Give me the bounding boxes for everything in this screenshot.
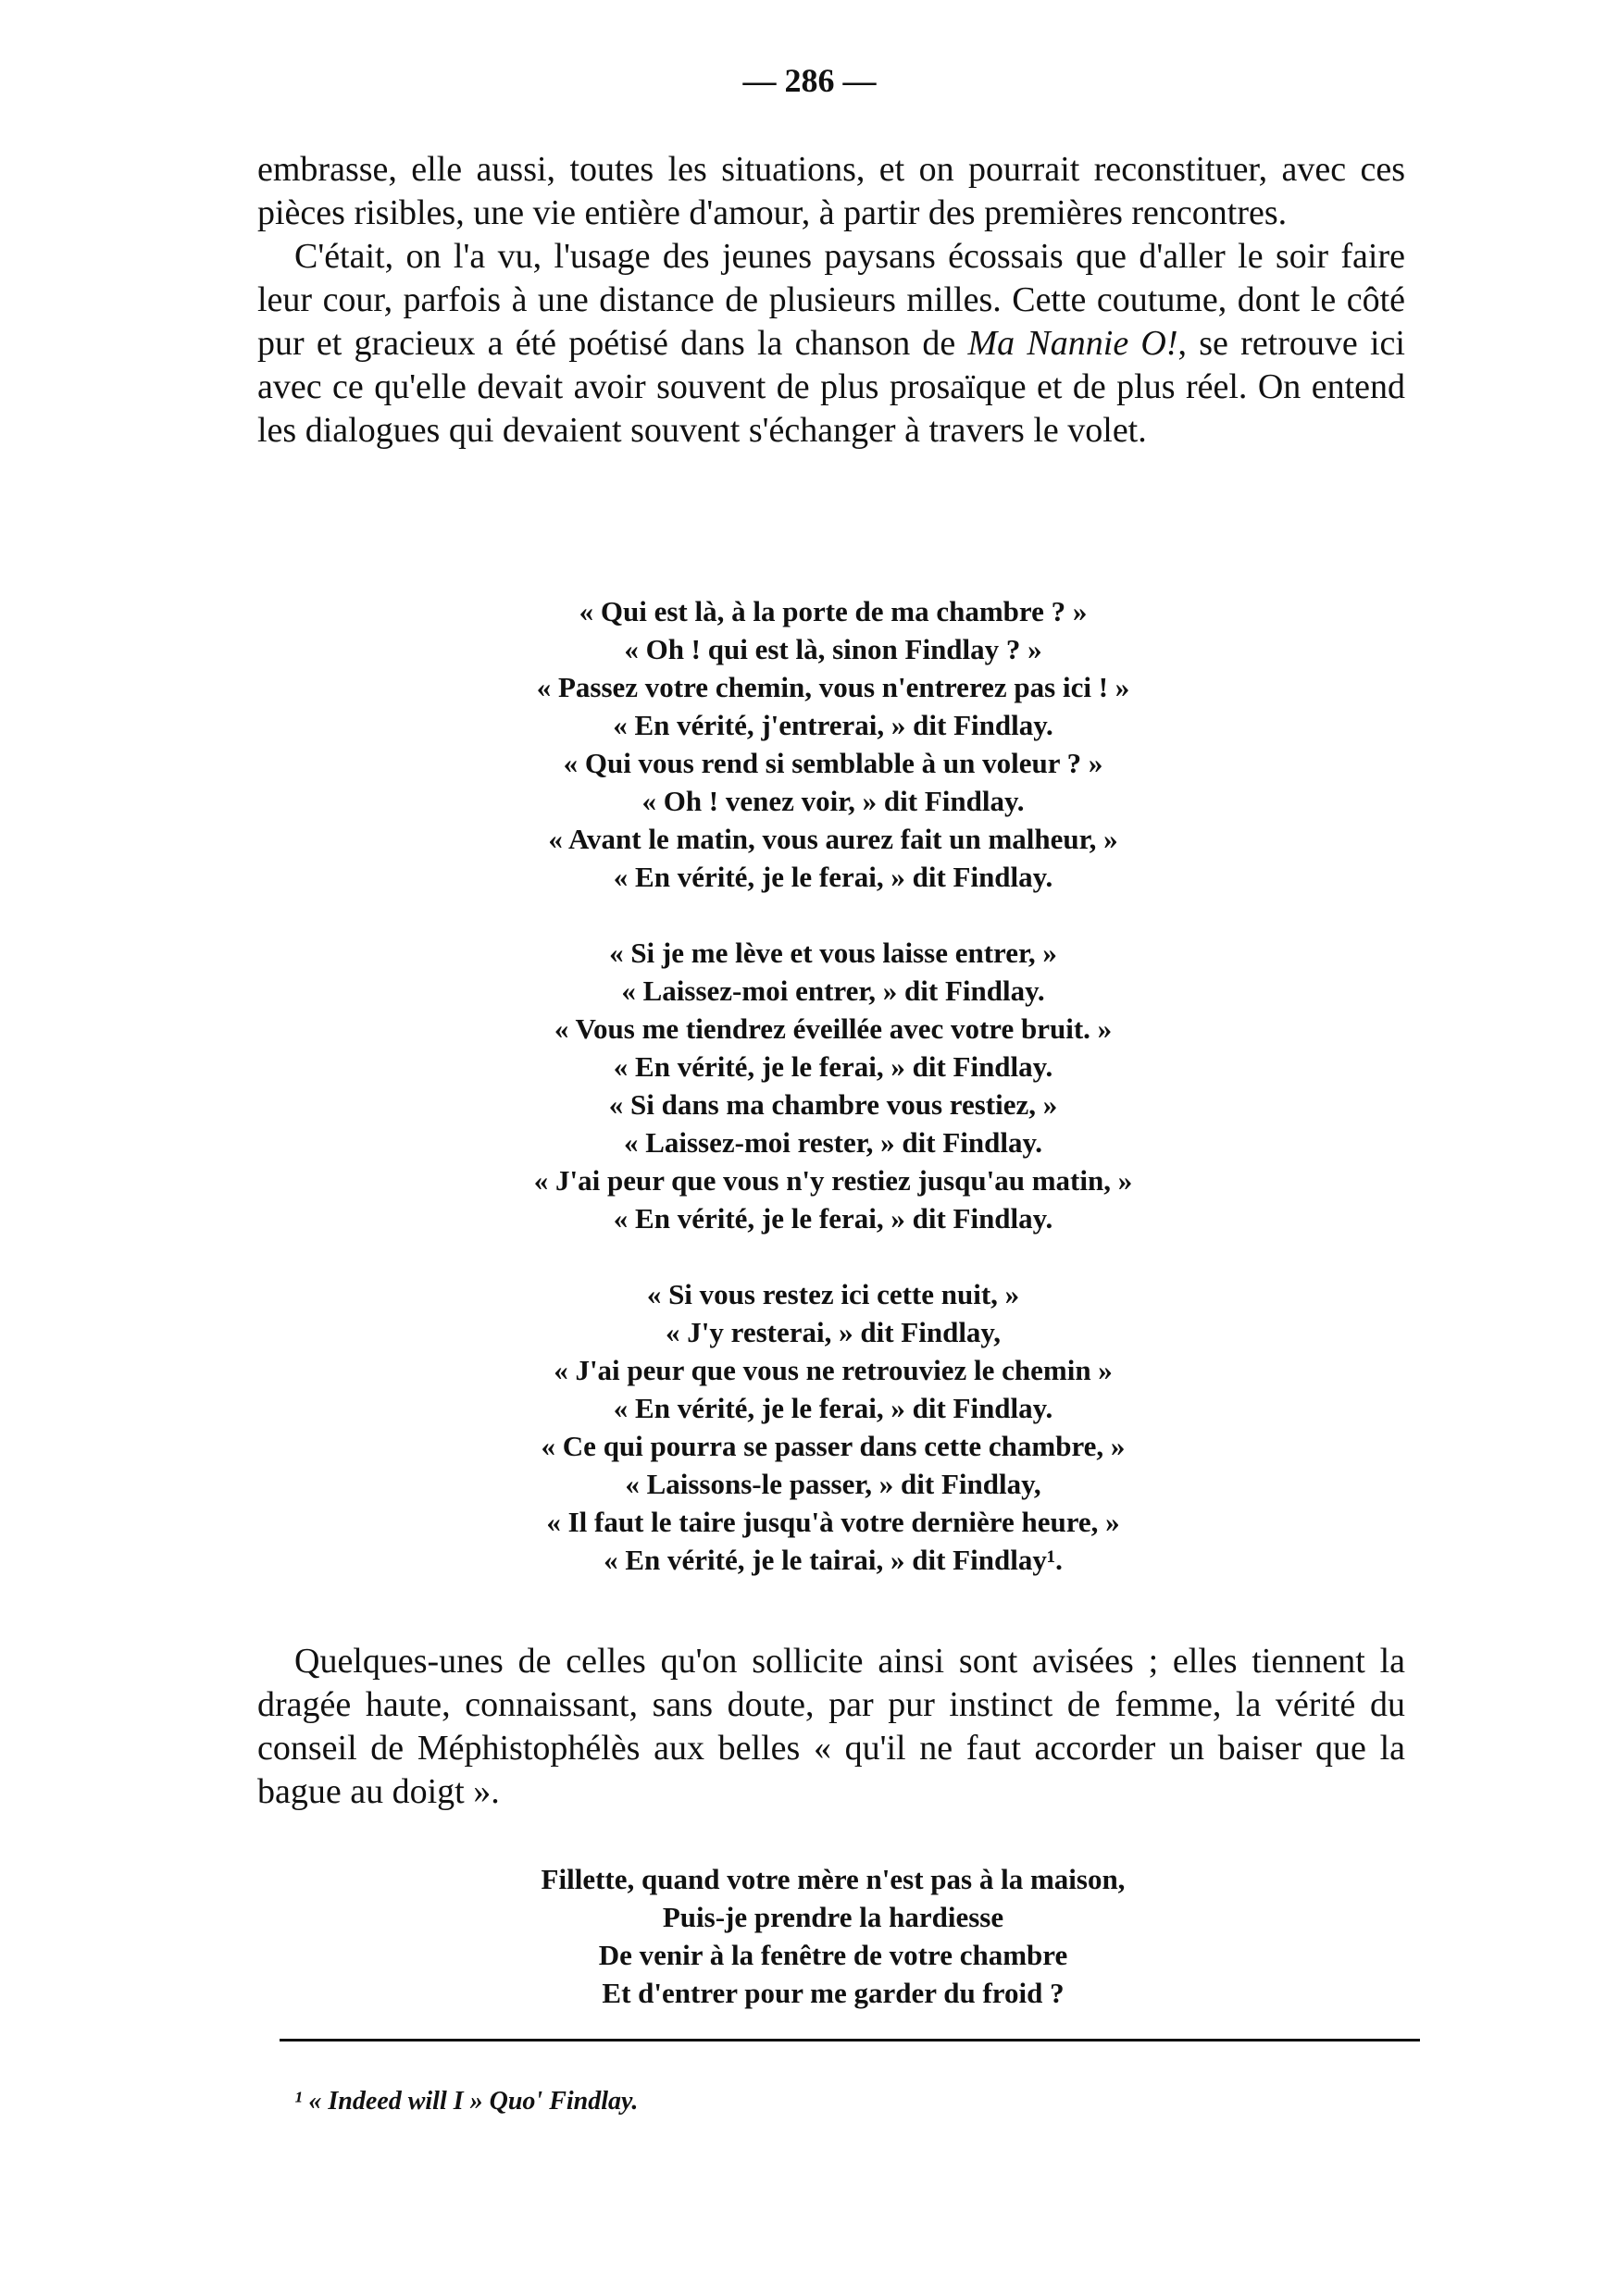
page-number: — 286 — bbox=[742, 62, 877, 99]
paragraph-1: embrasse, elle aussi, toutes les situations, et on pourrait reconstituer, avec ces pièces risibles, une vie entière d'amour, à partir des premières rencontres. bbox=[257, 150, 1405, 232]
verse-line: « Ce qui pourra se passer dans cette chambre, » bbox=[541, 1430, 1126, 1462]
verse-line: « Avant le matin, vous aurez fait un malheur, » bbox=[548, 823, 1118, 855]
verse-line: « J'ai peur que vous n'y restiez jusqu'au matin, » bbox=[533, 1164, 1133, 1197]
verse-line: « Oh ! qui est là, sinon Findlay ? » bbox=[624, 633, 1042, 665]
stanza-2 bbox=[389, 934, 1277, 1237]
verse-line: « En vérité, j'entrerai, » dit Findlay. bbox=[613, 709, 1053, 741]
verse-line: « Passez votre chemin, vous n'entrerez pas ici ! » bbox=[536, 671, 1130, 703]
verse-line: « Il faut le taire jusqu'à votre dernière heure, » bbox=[546, 1506, 1120, 1538]
verse-line: « En vérité, je le ferai, » dit Findlay. bbox=[613, 1050, 1053, 1083]
verse-line: « J'y resterai, » dit Findlay, bbox=[666, 1316, 1001, 1348]
verse-line: « Si vous restez ici cette nuit, » bbox=[646, 1278, 1020, 1310]
verse-line: « En vérité, je le ferai, » dit Findlay. bbox=[613, 861, 1053, 893]
verse-line: « Si je me lève et vous laisse entrer, » bbox=[609, 937, 1057, 969]
verse-line: Fillette, quand votre mère n'est pas à la maison, bbox=[541, 1863, 1126, 1895]
paragraph-2 bbox=[257, 235, 1405, 453]
verse-line: « Laissez-moi entrer, » dit Findlay. bbox=[621, 974, 1045, 1007]
verse-line: « Oh ! venez voir, » dit Findlay. bbox=[641, 785, 1025, 817]
stanza-3 bbox=[389, 1275, 1277, 1579]
stanza-1 bbox=[389, 592, 1277, 896]
verse-line: « Laissez-moi rester, » dit Findlay. bbox=[623, 1126, 1043, 1159]
verse-line: « Laissons-le passer, » dit Findlay, bbox=[625, 1468, 1041, 1500]
song-title: Ma Nannie O! bbox=[967, 324, 1178, 363]
verse-line: « Vous me tiendrez éveillée avec votre bruit. » bbox=[554, 1012, 1113, 1045]
paragraph-2-text: C'était, on l'a vu, l'usage des jeunes paysans écossais que d'aller le soir faire leur cour, parfois à une distance de plusieurs milles. Cette coutume, dont le côté pur et gracieux a été poétisé dans la chanson de bbox=[257, 237, 1405, 363]
verse-dialogue bbox=[389, 592, 1277, 1617]
verse-line: « J'ai peur que vous ne retrouviez le chemin » bbox=[554, 1354, 1113, 1386]
verse-line: « En vérité, je le ferai, » dit Findlay. bbox=[613, 1202, 1053, 1235]
footnote-divider bbox=[280, 2039, 1420, 2042]
body-text-bottom bbox=[257, 1640, 1405, 1814]
body-text-top bbox=[257, 148, 1405, 453]
verse-line: « Si dans ma chambre vous restiez, » bbox=[608, 1088, 1058, 1121]
verse-line: De venir à la fenêtre de votre chambre bbox=[598, 1939, 1068, 1971]
paragraph-2-text-end: , se retrouve ici avec ce qu'elle devait avoir souvent de plus prosaïque et de plus réel. On entend les dialogues qui devaient souvent s'échanger à travers le volet. bbox=[257, 324, 1405, 450]
verse-line: « En vérité, je le tairai, » dit Findlay¹. bbox=[604, 1544, 1063, 1576]
footnote: ¹ « Indeed will I » Quo' Findlay. bbox=[294, 2087, 639, 2116]
paragraph-3: Quelques-unes de celles qu'on sollicite ainsi sont avisées ; elles tiennent la dragée haute, connaissant, sans doute, par pur instinct de femme, la vérité du conseil de Méphistophélès aux belles « qu'il ne faut accorder un baiser que la bague au doigt ». bbox=[257, 1642, 1405, 1811]
verse-line: « Qui vous rend si semblable à un voleur ? » bbox=[563, 747, 1103, 779]
verse-line: Et d'entrer pour me garder du froid ? bbox=[602, 1977, 1065, 2009]
verse-fillette bbox=[389, 1860, 1277, 2012]
verse-line: « Qui est là, à la porte de ma chambre ? » bbox=[579, 595, 1088, 627]
verse-line: Puis-je prendre la hardiesse bbox=[662, 1901, 1004, 1933]
verse-line: « En vérité, je le ferai, » dit Findlay. bbox=[613, 1392, 1053, 1424]
